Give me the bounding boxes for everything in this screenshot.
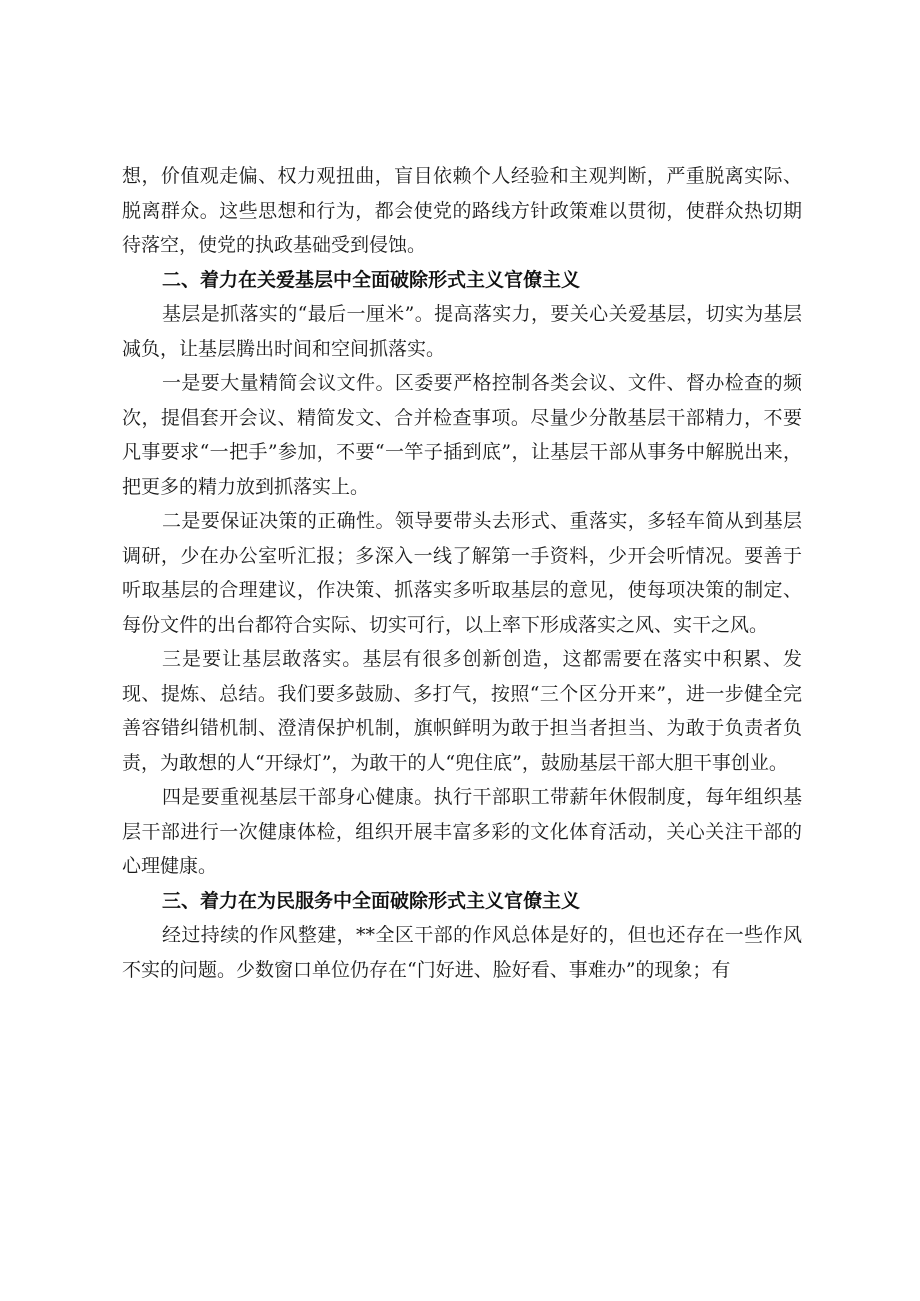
paragraph-grassroots-last-centimeter: 基层是抓落实的“最后一厘米”。提高落实力，要关心关爱基层，切实为基层减负，让基层腾出时间和空间抓落实。 (122, 303, 802, 360)
paragraph-service-intro: 经过持续的作风整建，**全区干部的作风总体是好的，但也还存在一些作风不实的问题。少数窗口单位仍存在“门好进、脸好看、事难办”的现象；有 (122, 924, 802, 981)
paragraph-point-three: 三是要让基层敢落实。基层有很多创新创造，这都需要在落实中积累、发现、提炼、总结。我们要多鼓励、多打气，按照“三个区分开来”，进一步健全完善容错纠错机制、澄清保护机制，旗帜鲜明为敢于担当者担当、为敢于负责者负责，为敢想的人“开绿灯”，为敢干的人“兜住底”，鼓励基层干部大胆干事创业。 (122, 648, 802, 774)
section-heading-three: 三、着力在为民服务中全面破除形式主义官僚主义 (162, 889, 581, 912)
paragraph-point-four: 四是要重视基层干部身心健康。执行干部职工带薪年休假制度，每年组织基层干部进行一次健康体检，组织开展丰富多彩的文化体育活动，关心关注干部的心理健康。 (122, 786, 802, 877)
paragraph-intro-continued: 想，价值观走偏、权力观扭曲，盲目依赖个人经验和主观判断，严重脱离实际、脱离群众。这些思想和行为，都会使党的路线方针政策难以贯彻，使群众热切期待落空，使党的执政基础受到侵蚀。 (122, 165, 802, 256)
document-body (122, 159, 802, 987)
paragraph-point-two: 二是要保证决策的正确性。领导要带头去形式、重落实，多轻车简从到基层调研，少在办公室听汇报；多深入一线了解第一手资料，少开会听情况。要善于听取基层的合理建议，作决策、抓落实多听取基层的意见，使每项决策的制定、每份文件的出台都符合实际、切实可行，以上率下形成落实之风、实干之风。 (122, 510, 802, 636)
section-heading-two: 二、着力在关爱基层中全面破除形式主义官僚主义 (162, 268, 581, 291)
paragraph-point-one: 一是要大量精简会议文件。区委要严格控制各类会议、文件、督办检查的频次，提倡套开会议、精简发文、合并检查事项。尽量少分散基层干部精力，不要凡事要求“一把手”参加，不要“一竿子插到底”，让基层干部从事务中解脱出来，把更多的精力放到抓落实上。 (122, 372, 802, 498)
